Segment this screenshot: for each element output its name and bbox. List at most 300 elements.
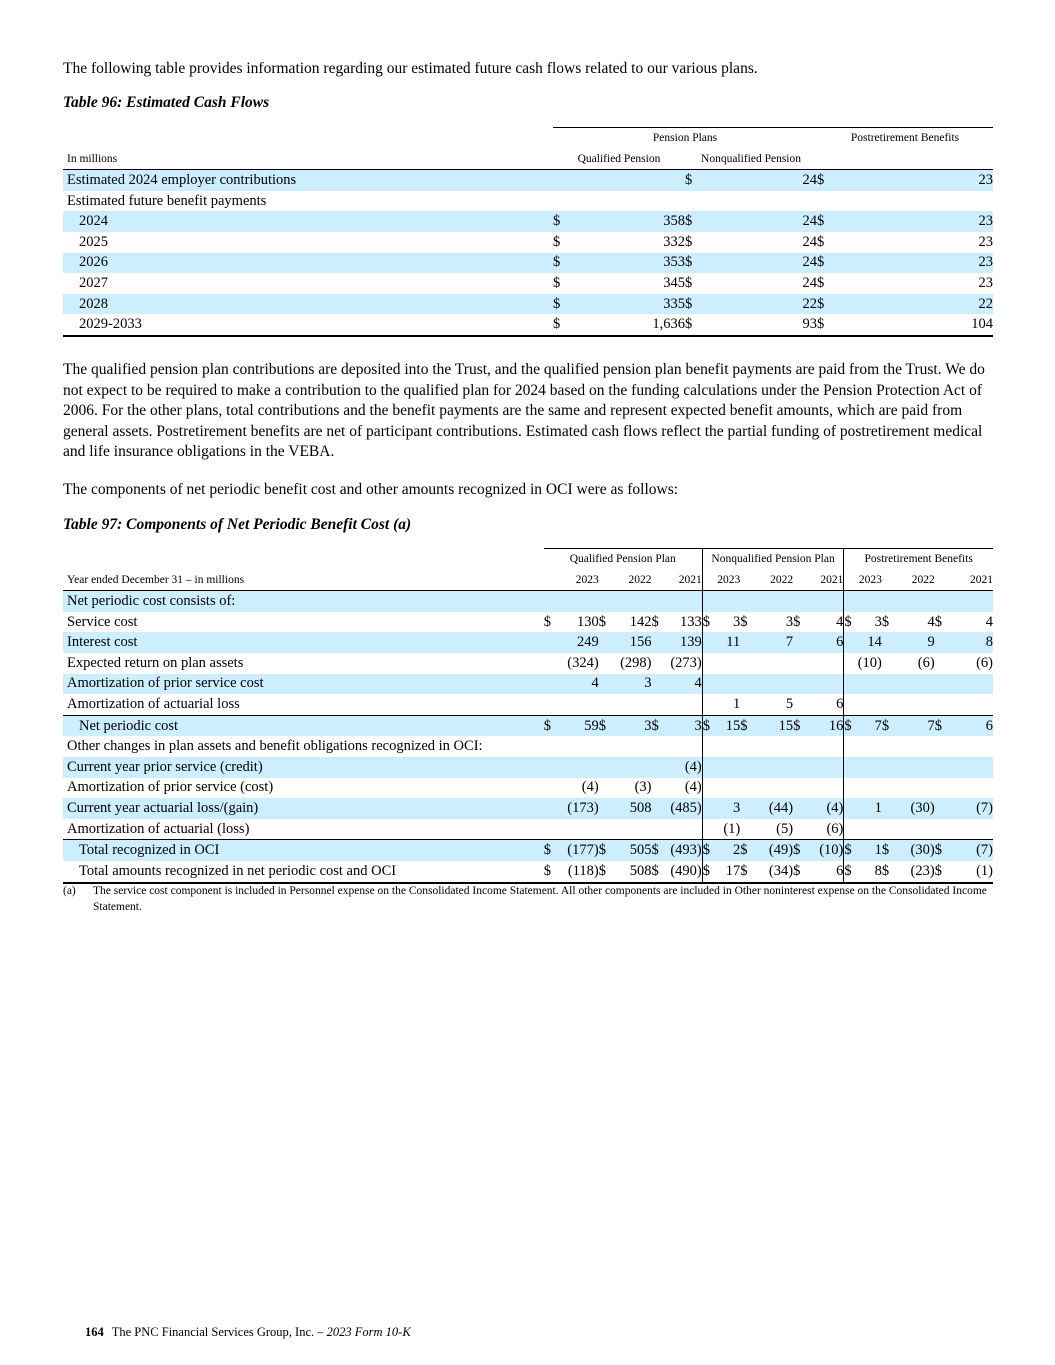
- cell-value: [806, 757, 844, 778]
- currency-symbol: [793, 632, 806, 653]
- currency-symbol: $: [844, 840, 857, 861]
- currency-symbol: [793, 653, 806, 674]
- cell-value: (5): [776, 820, 794, 837]
- footnote-text: The service cost component is included in Personnel expense on the Consolidated Income Statement. All other components are included in Other noninterest expense on the Consolidated Income Statement.: [93, 885, 987, 913]
- currency-symbol: $: [740, 613, 748, 630]
- header-year: 2021: [935, 570, 993, 591]
- currency-symbol: $: [882, 861, 895, 883]
- cell-value: 3: [611, 674, 651, 695]
- cell-value: 24: [705, 170, 817, 191]
- header-year: 2022: [740, 570, 793, 591]
- funding-paragraph: The qualified pension plan contributions are deposited into the Trust, and the qualified pension plan benefit payments are paid from the Trust. We do not expect to be required to make a contribution to the qualified plan for 2024 based on the funding calculations under the Pension Protection Act of 2006. For the other plans, total contributions and the benefit payments are the same and represent expected benefit amounts, which are paid from general assets. Postretirement benefits are net of participant contributions. Estimated cash flows reflect the partial funding of postretirement medical and life insurance obligations in the VEBA.: [63, 361, 985, 460]
- currency-symbol: [544, 653, 557, 674]
- cell-value: [947, 757, 993, 778]
- table-row: [63, 715, 993, 736]
- cell-value: 3: [874, 613, 882, 630]
- cell-value: (490): [664, 861, 702, 883]
- page-number: 164: [85, 1325, 104, 1339]
- cell-value: (493): [664, 840, 702, 861]
- cell-value: 156: [611, 632, 651, 653]
- currency-symbol: $: [935, 861, 948, 883]
- currency-symbol: [544, 632, 557, 653]
- cell-value: (1): [723, 820, 741, 837]
- cell-value: (177): [556, 840, 598, 861]
- cell-value: (4): [664, 778, 702, 799]
- header-postretirement-benefits: Postretirement Benefits: [844, 549, 993, 570]
- cell-value: 4: [556, 674, 598, 695]
- currency-symbol: [599, 632, 612, 653]
- table-row: [63, 674, 993, 695]
- cell-value: 139: [664, 632, 702, 653]
- cell-value: [753, 674, 793, 695]
- cell-value: (30): [895, 840, 935, 861]
- table-row: [63, 612, 993, 633]
- currency-symbol: [652, 674, 665, 695]
- cell-value: 93: [705, 314, 817, 336]
- header-nonqualified: Nonqualified Pension: [685, 149, 817, 170]
- cell-value: 505: [611, 840, 651, 861]
- currency-symbol: $: [817, 294, 837, 315]
- cell-value: (324): [567, 654, 599, 671]
- header-year: 2021: [652, 570, 703, 591]
- currency-symbol: $: [553, 294, 573, 315]
- currency-symbol: $: [652, 840, 665, 861]
- currency-symbol: $: [817, 314, 837, 336]
- row-label: Amortization of actuarial loss: [67, 695, 240, 712]
- currency-symbol: [817, 191, 837, 212]
- table-row: [63, 819, 993, 840]
- currency-symbol: [882, 757, 895, 778]
- currency-symbol: [652, 591, 665, 612]
- currency-symbol: $: [685, 170, 705, 191]
- currency-symbol: $: [652, 715, 665, 736]
- cell-value: [715, 757, 740, 778]
- cell-value: [611, 736, 651, 757]
- currency-symbol: [702, 632, 715, 653]
- cell-value: [715, 591, 740, 612]
- cell-value: (7): [947, 798, 993, 819]
- table-row: [63, 798, 993, 819]
- cell-value: 6: [806, 694, 844, 715]
- currency-symbol: [544, 778, 557, 799]
- cell-value: (273): [664, 653, 702, 674]
- cell-value: 7: [895, 715, 935, 736]
- cell-value: 3: [611, 715, 651, 736]
- currency-symbol: $: [544, 715, 557, 736]
- currency-symbol: $: [553, 253, 573, 274]
- row-label: Service cost: [67, 613, 138, 630]
- currency-symbol: [935, 798, 948, 819]
- currency-symbol: [935, 819, 948, 840]
- currency-symbol: $: [544, 861, 557, 883]
- header-year: 2022: [599, 570, 652, 591]
- row-label: Current year prior service (credit): [63, 757, 544, 778]
- cell-value: [664, 819, 702, 840]
- cell-value: (7): [947, 840, 993, 861]
- cell-value: 142: [629, 613, 652, 630]
- cell-value: [611, 694, 651, 715]
- currency-symbol: [544, 819, 557, 840]
- table-97-caption: Table 97: Components of Net Periodic Benefit Cost (a): [63, 516, 412, 533]
- currency-symbol: $: [740, 840, 753, 861]
- cell-value: 4: [985, 613, 993, 630]
- cell-value: 23: [837, 253, 993, 274]
- cell-value: (298): [620, 654, 652, 671]
- cell-value: [895, 736, 935, 757]
- currency-symbol: [702, 778, 715, 799]
- cell-value: [895, 674, 935, 695]
- cell-value: [895, 778, 935, 799]
- cell-value: 23: [978, 233, 994, 250]
- cell-value: [857, 819, 882, 840]
- currency-symbol: [882, 591, 895, 612]
- cell-value: 4: [927, 613, 935, 630]
- row-label: Amortization of prior service (cost): [67, 779, 274, 796]
- cell-value: (6): [917, 654, 935, 671]
- currency-symbol: [652, 778, 665, 799]
- row-label: Net periodic cost: [63, 715, 544, 736]
- currency-symbol: $: [702, 840, 715, 861]
- currency-symbol: [544, 591, 557, 612]
- cell-value: 24: [705, 211, 817, 232]
- table-row: [63, 253, 993, 274]
- cell-value: [715, 653, 740, 674]
- currency-symbol: [599, 798, 612, 819]
- row-label: Current year actuarial loss/(gain): [63, 798, 544, 819]
- page-footer: [85, 1325, 411, 1340]
- cell-value: 14: [857, 632, 882, 653]
- cell-value: [857, 694, 882, 715]
- cell-value: [857, 674, 882, 695]
- cell-value: 15: [753, 715, 793, 736]
- currency-symbol: $: [793, 715, 806, 736]
- currency-symbol: [793, 819, 806, 840]
- currency-symbol: [844, 632, 857, 653]
- footer-company: The PNC Financial Services Group, Inc. –: [111, 1325, 327, 1339]
- table-row: [63, 211, 993, 232]
- cell-value: [753, 591, 793, 612]
- currency-symbol: [740, 736, 753, 757]
- cell-value: [715, 736, 740, 757]
- table-row: [63, 591, 993, 612]
- header-year: 2022: [882, 570, 935, 591]
- cell-value: (118): [556, 861, 598, 883]
- currency-symbol: $: [740, 715, 753, 736]
- header-qualified: Qualified Pension: [553, 149, 685, 170]
- cell-value: [664, 591, 702, 612]
- currency-symbol: $: [553, 211, 573, 232]
- currency-symbol: [793, 757, 806, 778]
- cell-value: [611, 819, 651, 840]
- currency-symbol: [652, 632, 665, 653]
- cell-value: 133: [664, 612, 702, 633]
- row-label: Other changes in plan assets and benefit obligations recognized in OCI:: [67, 738, 483, 755]
- currency-symbol: $: [935, 840, 948, 861]
- currency-symbol: $: [702, 861, 715, 883]
- cell-value: [947, 778, 993, 799]
- cell-value: 23: [837, 211, 993, 232]
- cell-value: [573, 191, 685, 212]
- table-row: [63, 170, 993, 191]
- currency-symbol: [652, 757, 665, 778]
- cell-value: (44): [753, 798, 793, 819]
- currency-symbol: [935, 591, 948, 612]
- cell-value: 353: [573, 253, 685, 274]
- cell-value: [664, 736, 702, 757]
- row-label: 2028: [63, 294, 553, 315]
- currency-symbol: [844, 757, 857, 778]
- table-row: [63, 232, 993, 253]
- header-year: 2021: [793, 570, 844, 591]
- currency-symbol: [844, 591, 857, 612]
- cell-value: (49): [753, 840, 793, 861]
- currency-symbol: [740, 757, 753, 778]
- cell-value: 1: [857, 798, 882, 819]
- cell-value: [806, 736, 844, 757]
- header-year: 2023: [702, 570, 740, 591]
- currency-symbol: [599, 736, 612, 757]
- currency-symbol: [844, 798, 857, 819]
- currency-symbol: $: [543, 613, 552, 630]
- currency-symbol: [793, 798, 806, 819]
- currency-symbol: $: [844, 715, 857, 736]
- currency-symbol: [544, 674, 557, 695]
- currency-symbol: $: [685, 233, 693, 250]
- table-96-caption: Table 96: Estimated Cash Flows: [63, 94, 270, 111]
- cell-value: 358: [573, 211, 685, 232]
- currency-symbol: [935, 674, 948, 695]
- cell-value: 508: [611, 861, 651, 883]
- currency-symbol: [882, 819, 895, 840]
- currency-symbol: $: [685, 314, 705, 336]
- currency-symbol: [935, 757, 948, 778]
- cell-value: 23: [978, 274, 994, 291]
- currency-symbol: [740, 778, 753, 799]
- cell-value: 7: [753, 632, 793, 653]
- currency-symbol: $: [685, 274, 693, 291]
- cell-value: [556, 694, 598, 715]
- cell-value: [895, 757, 935, 778]
- cell-value: 24: [802, 233, 818, 250]
- cell-value: 9: [895, 632, 935, 653]
- cell-value: [947, 591, 993, 612]
- currency-symbol: [740, 694, 753, 715]
- cell-value: [837, 191, 993, 212]
- currency-symbol: $: [844, 861, 857, 883]
- table-row: [63, 778, 993, 799]
- cell-value: [895, 819, 935, 840]
- cell-value: (6): [976, 654, 993, 671]
- row-label: Expected return on plan assets: [67, 654, 244, 671]
- cell-value: 1,636: [573, 314, 685, 336]
- currency-symbol: [740, 819, 753, 840]
- cell-value: 332: [663, 233, 685, 250]
- currency-symbol: [882, 653, 895, 674]
- row-label: Total amounts recognized in net periodic cost and OCI: [63, 861, 544, 883]
- cell-value: (173): [556, 798, 598, 819]
- row-label: 2026: [63, 253, 553, 274]
- cell-value: 508: [611, 798, 651, 819]
- currency-symbol: $: [817, 274, 825, 291]
- currency-symbol: $: [793, 613, 801, 630]
- cell-value: (10): [806, 840, 844, 861]
- cell-value: 8: [947, 632, 993, 653]
- table-row: [63, 757, 993, 778]
- footnote: [63, 883, 993, 915]
- cell-value: [947, 674, 993, 695]
- cell-value: 4: [806, 612, 844, 633]
- currency-symbol: [844, 819, 857, 840]
- currency-symbol: [599, 674, 612, 695]
- currency-symbol: $: [934, 613, 942, 630]
- cell-value: [857, 591, 882, 612]
- cell-value: 3: [715, 798, 740, 819]
- currency-symbol: [740, 798, 753, 819]
- currency-symbol: $: [844, 613, 852, 630]
- cell-value: (34): [753, 861, 793, 883]
- cell-value: [895, 591, 935, 612]
- row-label: Amortization of actuarial (loss): [67, 820, 250, 837]
- row-label: Interest cost: [63, 632, 544, 653]
- currency-symbol: $: [882, 840, 895, 861]
- currency-symbol: [882, 736, 895, 757]
- cell-value: [715, 778, 740, 799]
- currency-symbol: [882, 798, 895, 819]
- currency-symbol: $: [702, 613, 710, 630]
- currency-symbol: $: [599, 715, 612, 736]
- cell-value: 130: [576, 613, 599, 630]
- table-row: [63, 736, 993, 757]
- cell-value: 6: [947, 715, 993, 736]
- cell-value: [947, 694, 993, 715]
- cell-value: [705, 191, 817, 212]
- cell-value: 6: [806, 861, 844, 883]
- currency-symbol: [702, 694, 715, 715]
- cell-value: [753, 757, 793, 778]
- cell-value: 23: [837, 170, 993, 191]
- cell-value: [715, 674, 740, 695]
- table-row: [63, 314, 993, 336]
- currency-symbol: $: [817, 233, 825, 250]
- table-row: [63, 861, 993, 883]
- row-label: Estimated 2024 employer contributions: [63, 170, 553, 191]
- cell-value: 3: [733, 613, 741, 630]
- currency-symbol: [844, 778, 857, 799]
- cell-value: (30): [895, 798, 935, 819]
- cell-value: 6: [806, 632, 844, 653]
- currency-symbol: $: [553, 274, 561, 291]
- components-intro-paragraph: The components of net periodic benefit cost and other amounts recognized in OCI were as follows:: [63, 481, 679, 498]
- cell-value: 104: [837, 314, 993, 336]
- cell-value: [611, 591, 651, 612]
- footer-form: 2023 Form 10-K: [326, 1325, 411, 1339]
- cell-value: 15: [715, 715, 740, 736]
- cell-value: [611, 757, 651, 778]
- header-qualified-plan: Qualified Pension Plan: [544, 549, 702, 570]
- cell-value: [753, 778, 793, 799]
- cell-value: 17: [715, 861, 740, 883]
- currency-symbol: [652, 798, 665, 819]
- currency-symbol: [793, 778, 806, 799]
- cell-value: 3: [785, 613, 794, 630]
- currency-symbol: [599, 591, 612, 612]
- currency-symbol: [882, 632, 895, 653]
- cell-value: [556, 757, 598, 778]
- cell-value: 1: [733, 695, 741, 712]
- currency-symbol: $: [598, 613, 606, 630]
- header-unit: In millions: [63, 149, 553, 170]
- currency-symbol: [740, 632, 753, 653]
- header-year: 2023: [544, 570, 599, 591]
- currency-symbol: [702, 757, 715, 778]
- currency-symbol: [793, 694, 806, 715]
- currency-symbol: [882, 694, 895, 715]
- currency-symbol: [599, 757, 612, 778]
- currency-symbol: [793, 674, 806, 695]
- cell-value: [664, 694, 702, 715]
- currency-symbol: [935, 632, 948, 653]
- table-row: [63, 840, 993, 861]
- cell-value: [556, 736, 598, 757]
- currency-symbol: [544, 798, 557, 819]
- cell-value: 4: [664, 674, 702, 695]
- currency-symbol: $: [793, 861, 806, 883]
- cell-value: 1: [857, 840, 882, 861]
- cell-value: (4): [664, 757, 702, 778]
- cell-value: 345: [663, 274, 685, 291]
- cell-value: 5: [785, 695, 794, 712]
- estimated-cash-flows-table: [63, 127, 993, 337]
- cell-value: (4): [806, 798, 844, 819]
- net-periodic-cost-table: [63, 548, 993, 884]
- cell-value: 7: [857, 715, 882, 736]
- cell-value: [857, 736, 882, 757]
- cell-value: 8: [857, 861, 882, 883]
- table-row: [63, 191, 993, 212]
- cell-value: (4): [581, 779, 599, 796]
- cell-value: 11: [715, 632, 740, 653]
- currency-symbol: $: [553, 314, 573, 336]
- footnote-mark: (a): [63, 885, 76, 897]
- currency-symbol: [652, 653, 665, 674]
- cell-value: (485): [664, 798, 702, 819]
- row-label: Total recognized in OCI: [63, 840, 544, 861]
- currency-symbol: [652, 819, 665, 840]
- currency-symbol: [844, 653, 857, 674]
- currency-symbol: [652, 694, 665, 715]
- currency-symbol: [793, 591, 806, 612]
- currency-symbol: $: [651, 613, 659, 630]
- currency-symbol: [793, 736, 806, 757]
- table-row: [63, 694, 993, 715]
- currency-symbol: [702, 798, 715, 819]
- cell-value: [556, 819, 598, 840]
- currency-symbol: $: [652, 861, 665, 883]
- currency-symbol: [882, 674, 895, 695]
- table-row: [63, 632, 993, 653]
- currency-symbol: $: [935, 715, 948, 736]
- cell-value: [806, 674, 844, 695]
- currency-symbol: [702, 674, 715, 695]
- cell-value: 3: [664, 715, 702, 736]
- currency-symbol: $: [685, 253, 705, 274]
- currency-symbol: $: [740, 861, 753, 883]
- row-label: Net periodic cost consists of:: [63, 591, 544, 612]
- currency-symbol: [740, 591, 753, 612]
- currency-symbol: $: [553, 233, 561, 250]
- currency-symbol: [544, 694, 557, 715]
- currency-symbol: [935, 653, 948, 674]
